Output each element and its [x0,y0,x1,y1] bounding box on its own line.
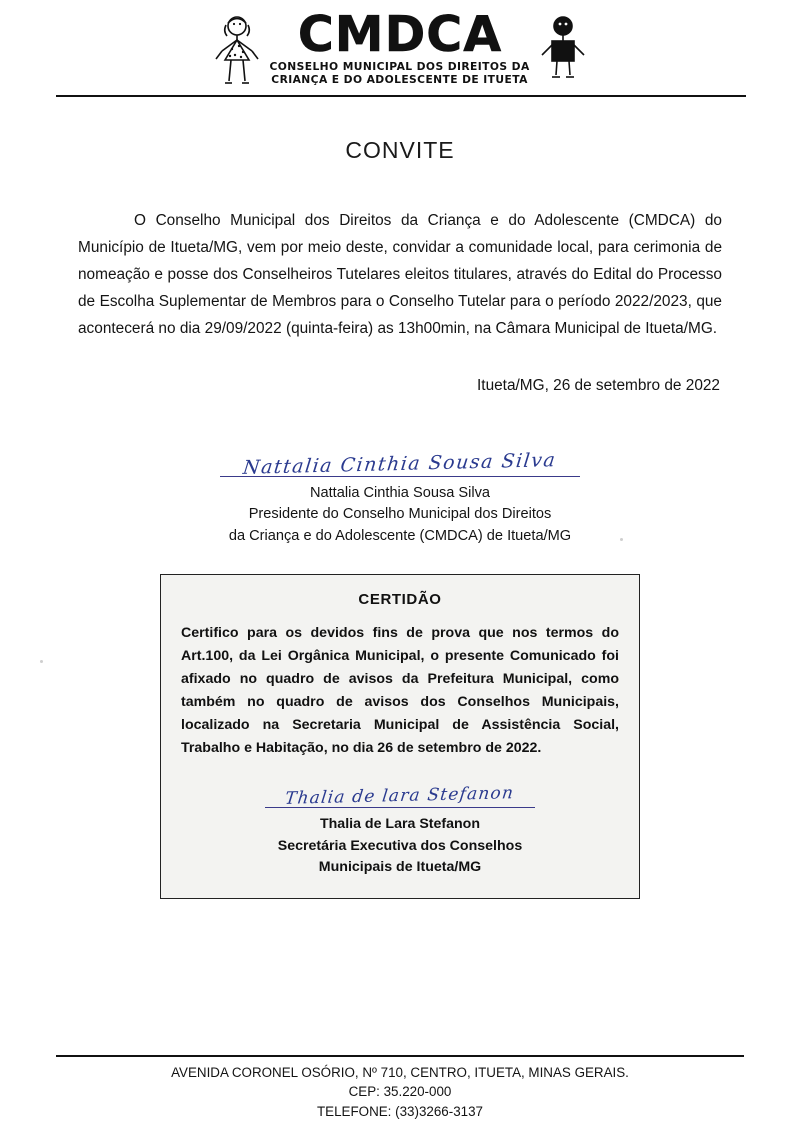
signature-role-line1: Presidente do Conselho Municipal dos Direitos [248,506,552,523]
scan-artifact [620,538,623,541]
signature-name: Nattalia Cinthia Sousa Silva [309,484,491,501]
body-paragraph: O Conselho Municipal dos Direitos da Criança e do Adolescente (CMDCA) do Município de Itueta/MG, vem por meio deste, convidar a comunidade local, para cerimonia de nomeação e posse dos Conselheiros Tutelares eleitos titulares, através do Edital do Processo de Escolha Suplementar de Membros para o Conselho Tutelar para o período 2022/2023, que acontecerá no dia 29/09/2022 (quinta-feira) as 13h00min, na Câmara Municipal de Itueta/MG. [78,211,722,337]
certidao-title: CERTIDÃO [358,591,442,609]
boy-figure-icon [534,13,592,85]
logo-wordmark [269,6,531,87]
footer-cep: CEP: 35.220-000 [348,1084,452,1100]
logo-subtitle-line2: CRIANÇA E DO ADOLESCENTE DE ITUETA [271,73,529,86]
certidao-handwritten-signature: Thalia de lara Stefanon [284,783,516,810]
footer [56,1055,744,1121]
footer-divider [56,1055,744,1057]
footer-phone: TELEFONE: (33)3266-3137 [317,1103,483,1119]
logo-subtitle-line1: CONSELHO MUNICIPAL DOS DIREITOS DA [269,60,531,73]
scan-artifact [40,660,43,663]
certidao-signature-block [181,783,619,878]
letterhead [56,0,744,97]
header-divider [56,95,746,97]
place-and-date: Itueta/MG, 26 de setembro de 2022 [477,376,720,394]
logo-row [56,6,744,87]
certidao-signature-role-line1: Secretária Executiva dos Conselhos [277,837,523,854]
signature-role-line2: da Criança e do Adolescente (CMDCA) de Itueta/MG [228,528,572,545]
certidao-box [160,574,640,899]
footer-address: AVENIDA CORONEL OSÓRIO, Nº 710, CENTRO, ITUETA, MINAS GERAIS. [171,1064,629,1080]
girl-figure-icon [208,13,266,85]
signature-block [56,448,744,549]
logo-acronym: CMDCA [297,6,503,63]
certidao-signature-name: Thalia de Lara Stefanon [319,816,481,833]
certidao-text: Certifico para os devidos fins de prova que nos termos do Art.100, da Lei Orgânica Municipal, o presente Comunicado foi afixado no quadro de avisos da Prefeitura Municipal, como também no quadro de avisos dos Conselhos Municipais, localizado na Secretaria Municipal de Assistência Social, Trabalho e Habitação, no dia 26 de setembro de 2022. [181,625,619,757]
page-title: CONVITE [345,136,455,163]
handwritten-signature: Nattalia Cinthia Sousa Silva [242,448,558,479]
certidao-signature-role-line2: Municipais de Itueta/MG [318,858,482,875]
